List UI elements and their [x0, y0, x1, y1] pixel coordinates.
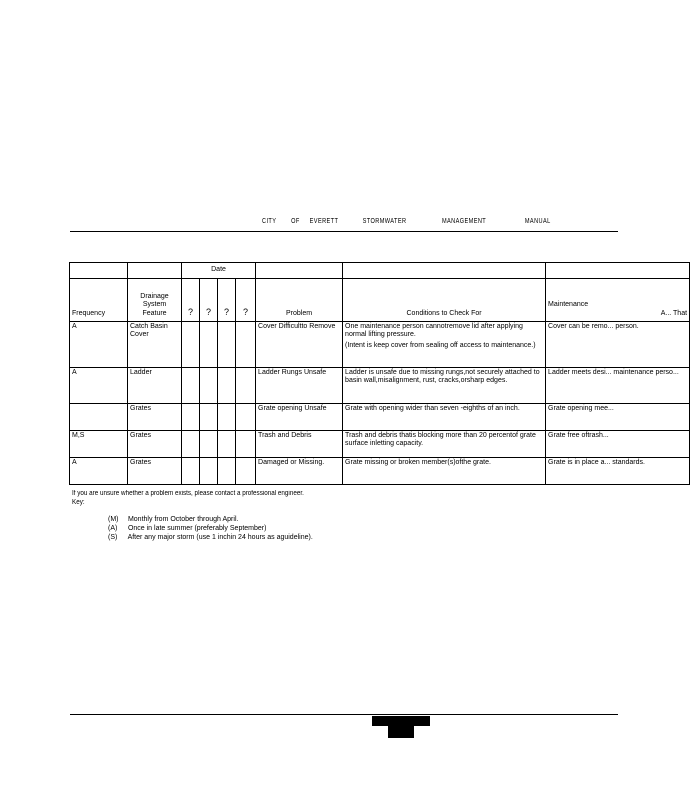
- cell-maintenance: Grate free oftrash...: [546, 431, 690, 458]
- cell-conditions-note: (Intent is keep cover from sealing off access to maintenance.): [345, 341, 536, 349]
- maintenance-table: [69, 262, 690, 485]
- cell-maintenance: Grate opening mee...: [546, 404, 690, 431]
- cell-problem: Grate opening Unsafe: [256, 404, 343, 431]
- header-stormwater: STORMWATER: [362, 218, 407, 225]
- page-header: [262, 218, 551, 225]
- header-everett: EVERETT: [309, 218, 339, 225]
- key-text: Monthly from October through April.: [127, 516, 239, 523]
- col-feature: Drainage System Feature: [128, 279, 182, 322]
- cell-maintenance: Cover can be remo... person.: [546, 322, 690, 368]
- table-row: [70, 322, 690, 368]
- footer-rule: [70, 714, 618, 715]
- cell-frequency: [70, 404, 128, 431]
- key-item: [108, 525, 313, 532]
- col-maintenance-sub: A... That: [660, 309, 688, 317]
- cell-maintenance: Grate is in place a... standards.: [546, 458, 690, 485]
- table-row: [70, 431, 690, 458]
- cell-conditions: [343, 322, 546, 368]
- cell-frequency: A: [70, 322, 128, 368]
- cell-conditions: Ladder is unsafe due to missing rungs,not securely attached to basin wall,misalignment, rust, cracks,orsharp edges.: [343, 368, 546, 404]
- col-date-4: ?: [236, 279, 256, 322]
- date-header: Date: [182, 263, 256, 279]
- cell-feature: Ladder: [128, 368, 182, 404]
- key-list: [108, 516, 313, 543]
- col-date-3: ?: [218, 279, 236, 322]
- key-code: (A): [108, 525, 118, 532]
- table-row: [70, 368, 690, 404]
- key-text: Once in late summer (preferably September): [127, 525, 267, 532]
- col-date-2: ?: [200, 279, 218, 322]
- header-of: OF: [291, 218, 300, 225]
- cell-frequency: M,S: [70, 431, 128, 458]
- unsure-note: If you are unsure whether a problem exists, please contact a professional engineer.: [72, 490, 304, 497]
- page-number-block: [372, 716, 430, 726]
- cell-conditions: Grate missing or broken member(s)ofthe grate.: [343, 458, 546, 485]
- col-date-1: ?: [182, 279, 200, 322]
- key-code: (S): [108, 534, 118, 541]
- key-item: [108, 516, 313, 523]
- notes-block: [72, 490, 304, 508]
- cell-problem: Cover Difficultto Remove: [256, 322, 343, 368]
- header-rule: [70, 231, 618, 232]
- col-problem: Problem: [256, 279, 343, 322]
- key-text: After any major storm (use 1 inchin 24 hours as aguideline).: [127, 534, 313, 541]
- cell-conditions-text: One maintenance person cannotremove lid after applying normal lifting pressure.: [345, 323, 523, 339]
- col-conditions: Conditions to Check For: [343, 279, 546, 322]
- cell-feature: Grates: [128, 404, 182, 431]
- cell-conditions: Grate with opening wider than seven -eighths of an inch.: [343, 404, 546, 431]
- key-label: Key:: [72, 499, 85, 506]
- cell-problem: Ladder Rungs Unsafe: [256, 368, 343, 404]
- cell-problem: Damaged or Missing.: [256, 458, 343, 485]
- cell-frequency: A: [70, 458, 128, 485]
- col-maintenance-title: Maintenance: [548, 301, 589, 309]
- key-item: [108, 534, 313, 541]
- col-frequency: Frequency: [70, 279, 128, 322]
- table-row: [70, 458, 690, 485]
- cell-feature: Grates: [128, 431, 182, 458]
- header-city: CITY: [262, 218, 277, 225]
- cell-maintenance: Ladder meets desi... maintenance perso...: [546, 368, 690, 404]
- col-maintenance: [546, 279, 690, 322]
- cell-frequency: A: [70, 368, 128, 404]
- maintenance-table-wrapper: [69, 262, 688, 487]
- cell-problem: Trash and Debris: [256, 431, 343, 458]
- key-code: (M): [108, 516, 119, 523]
- page-number-block-lower: [388, 726, 414, 738]
- header-manual: MANUAL: [524, 218, 551, 225]
- table-row: [70, 404, 690, 431]
- cell-conditions: Trash and debris thatis blocking more than 20 percentof grate surface inletting capacity.: [343, 431, 546, 458]
- table-header-row-2: [70, 279, 690, 322]
- table-header-row-1: [70, 263, 690, 279]
- cell-feature: Grates: [128, 458, 182, 485]
- cell-feature: Catch Basin Cover: [128, 322, 182, 368]
- header-management: MANAGEMENT: [441, 218, 487, 225]
